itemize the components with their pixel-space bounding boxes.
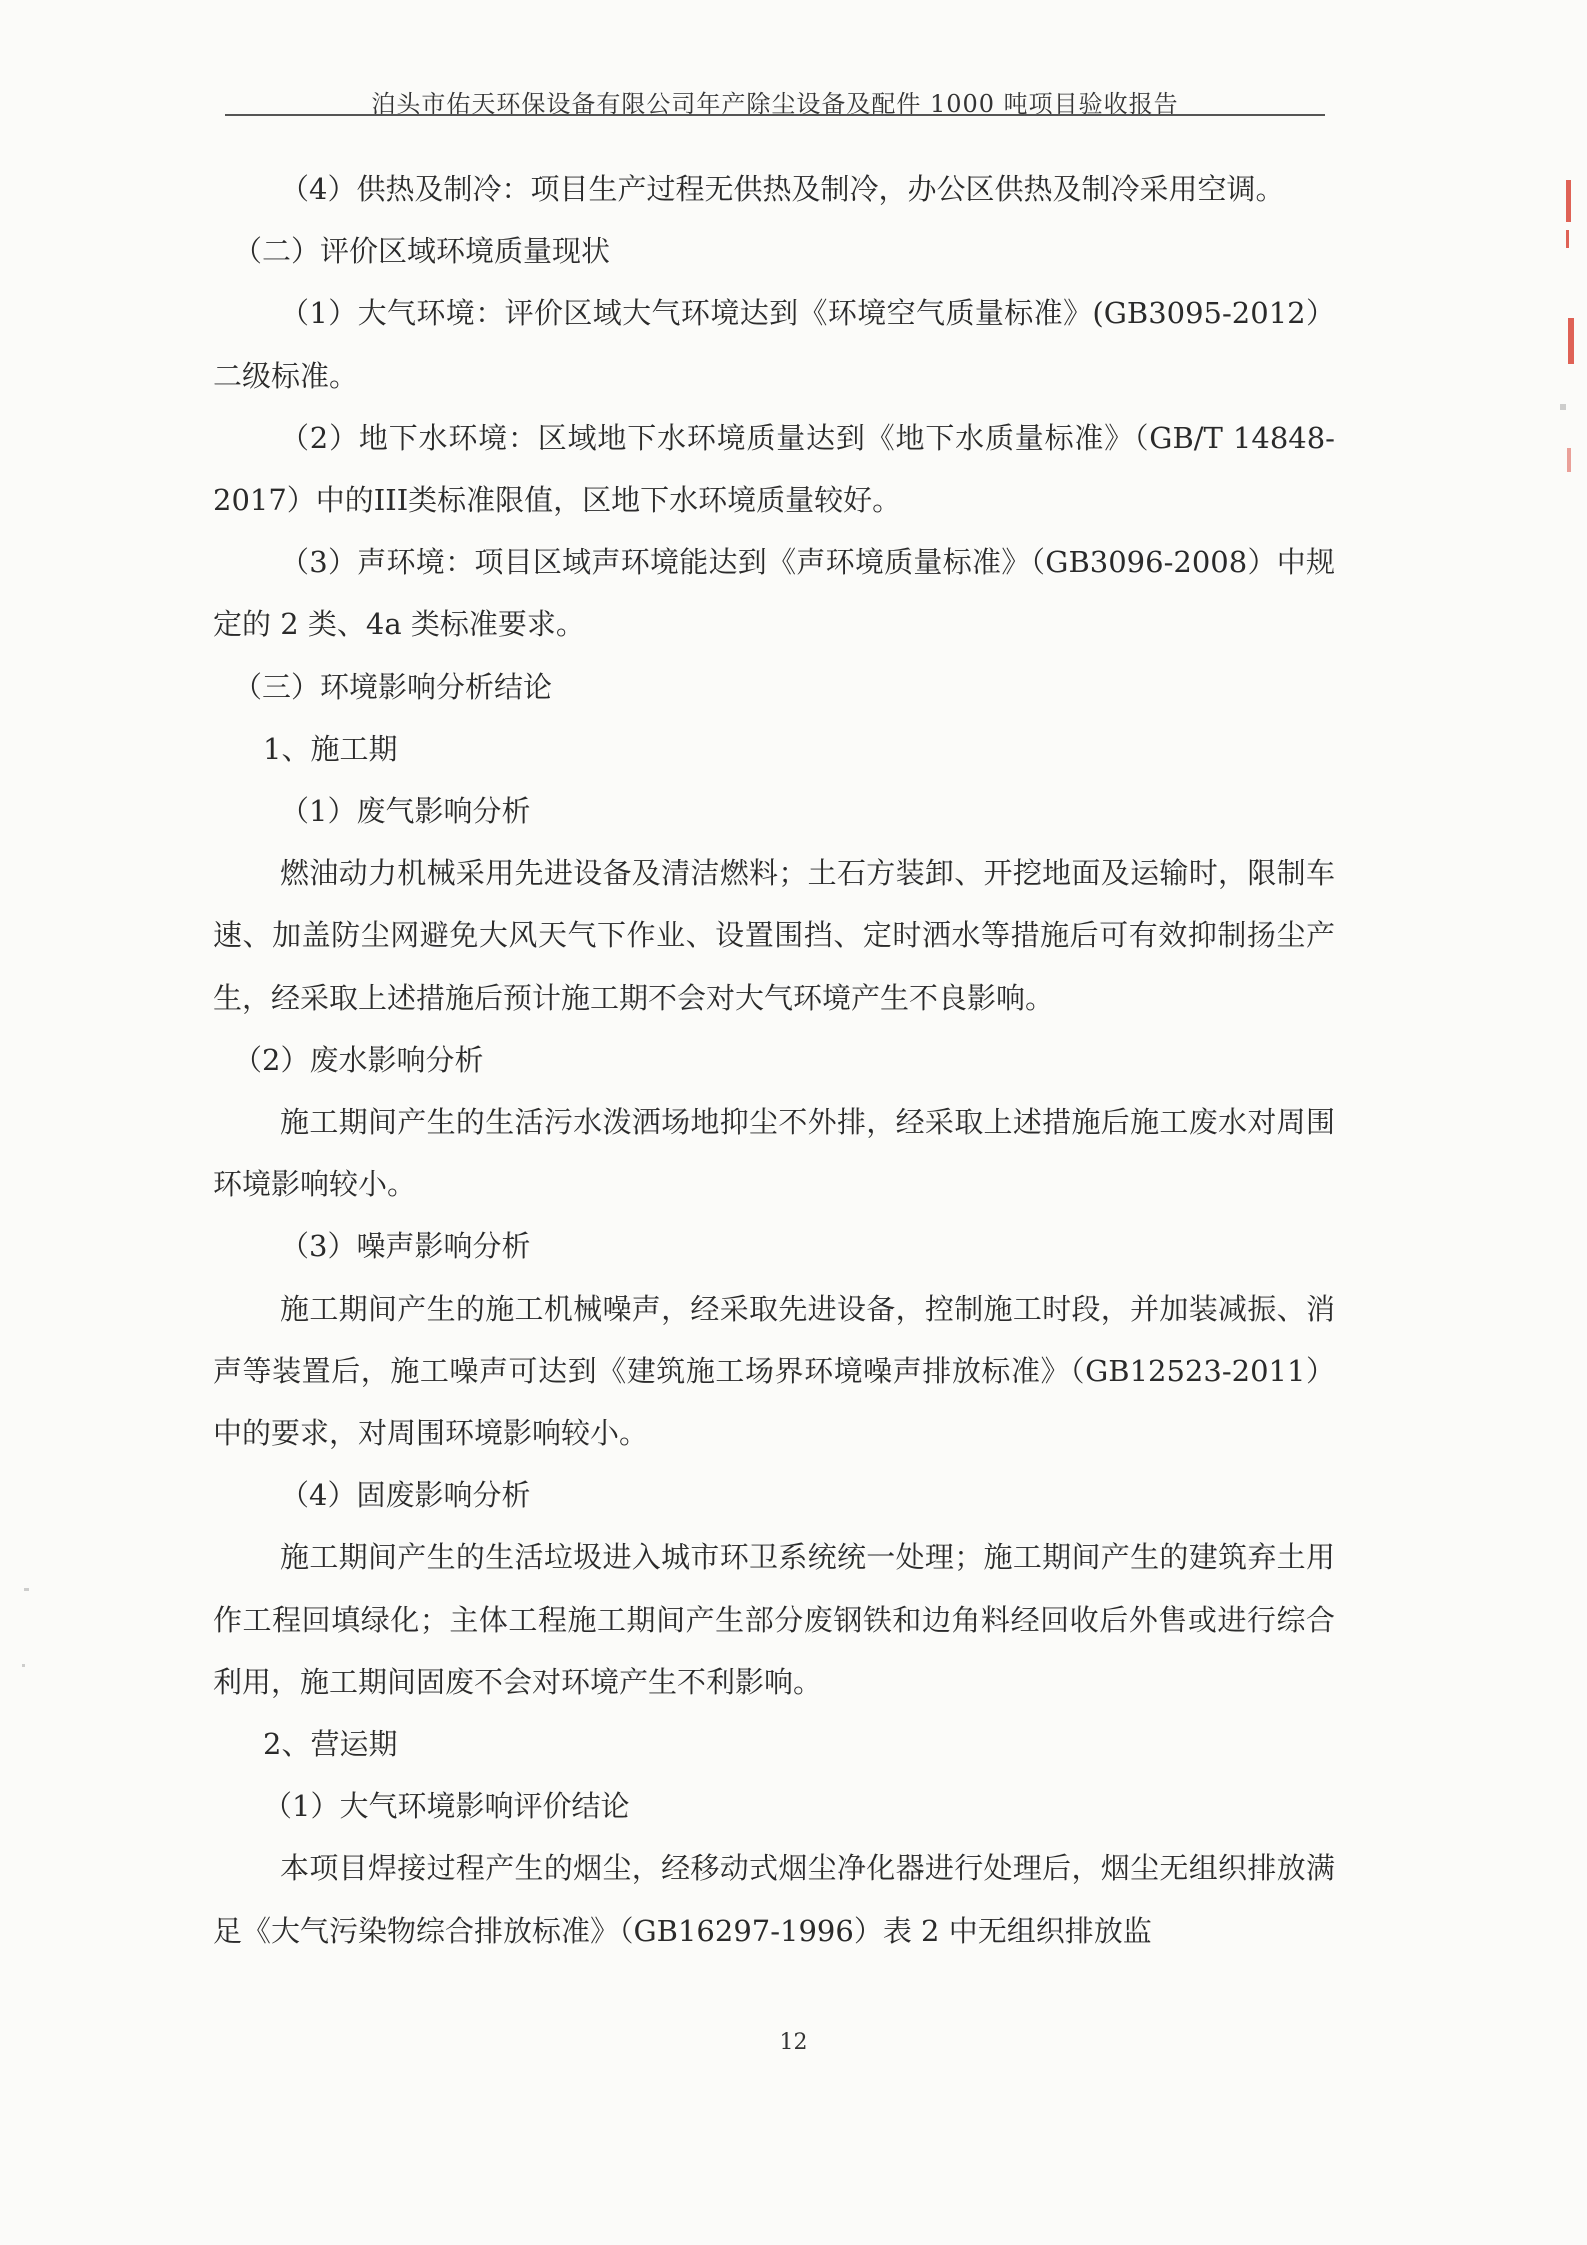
scan-speck	[22, 1664, 25, 1667]
header-rule	[225, 114, 1325, 116]
seal-bleed-mark	[1567, 448, 1571, 472]
paragraph-exhaust-analysis: 燃油动力机械采用先进设备及清洁燃料；土石方装卸、开挖地面及运输时，限制车速、加盖防尘网避免大风天气下作业、设置围挡、定时洒水等措施后可有效抑制扬尘产生，经采取上述措施后预计施工期不会对大气环境产生不良影响。	[213, 856, 1335, 1015]
heading-noise-analysis: （3）噪声影响分析	[280, 1229, 531, 1264]
body-text	[213, 158, 1335, 1962]
scan-speck	[1560, 404, 1566, 410]
section-heading-impact-analysis: （三）环境影响分析结论	[233, 669, 553, 704]
heading-solid-waste-analysis: （4）固废影响分析	[280, 1478, 531, 1513]
subsection-operation-period: 2、营运期	[263, 1727, 398, 1762]
running-header: 泊头市佑天环保设备有限公司年产除尘设备及配件 1000 吨项目验收报告	[371, 90, 1179, 118]
paragraph-heating-cooling: （4）供热及制冷：项目生产过程无供热及制冷，办公区供热及制冷采用空调。	[280, 172, 1285, 206]
paragraph-air-impact-conclusion: 本项目焊接过程产生的烟尘，经移动式烟尘净化器进行处理后，烟尘无组织排放满足《大气污染物综合排放标准》（GB16297-1996）表 2 中无组织排放监	[213, 1851, 1335, 1948]
paragraph-solid-waste-analysis: 施工期间产生的生活垃圾进入城市环卫系统统一处理；施工期间产生的建筑弃土用作工程回填绿化；主体工程施工期间产生部分废钢铁和边角料经回收后外售或进行综合利用，施工期间固废不会对环境产生不利影响。	[213, 1540, 1335, 1699]
heading-air-impact-conclusion: （1）大气环境影响评价结论	[263, 1789, 630, 1824]
seal-bleed-mark	[1566, 180, 1571, 222]
paragraph-acoustic-environment: （3）声环境：项目区域声环境能达到《声环境质量标准》（GB3096-2008）中规定的 2 类、4a 类标准要求。	[213, 545, 1335, 642]
paragraph-wastewater-analysis: 施工期间产生的生活污水泼洒场地抑尘不外排，经采取上述措施后施工废水对周围环境影响较小。	[213, 1105, 1335, 1202]
heading-wastewater-analysis: （2）废水影响分析	[233, 1042, 484, 1077]
scan-speck	[24, 1588, 29, 1591]
section-heading-environment-quality: （二）评价区域环境质量现状	[233, 234, 611, 269]
seal-bleed-mark	[1568, 318, 1574, 364]
paragraph-groundwater: （2）地下水环境：区域地下水环境质量达到《地下水质量标准》（GB/T 14848-2017）中的III类标准限值，区地下水环境质量较好。	[213, 420, 1335, 518]
paragraph-air-environment: （1）大气环境：评价区域大气环境达到《环境空气质量标准》(GB3095-2012）二级标准。	[213, 296, 1335, 393]
paragraph-noise-analysis: 施工期间产生的施工机械噪声，经采取先进设备，控制施工时段，并加装减振、消声等装置后，施工噪声可达到《建筑施工场界环境噪声排放标准》（GB12523-2011）中的要求，对周围环境影响较小。	[213, 1291, 1335, 1451]
seal-bleed-mark	[1566, 230, 1569, 248]
subsection-construction-period: 1、施工期	[263, 731, 398, 766]
page-number: 12	[779, 2030, 808, 2055]
heading-exhaust-analysis: （1）废气影响分析	[280, 794, 531, 829]
